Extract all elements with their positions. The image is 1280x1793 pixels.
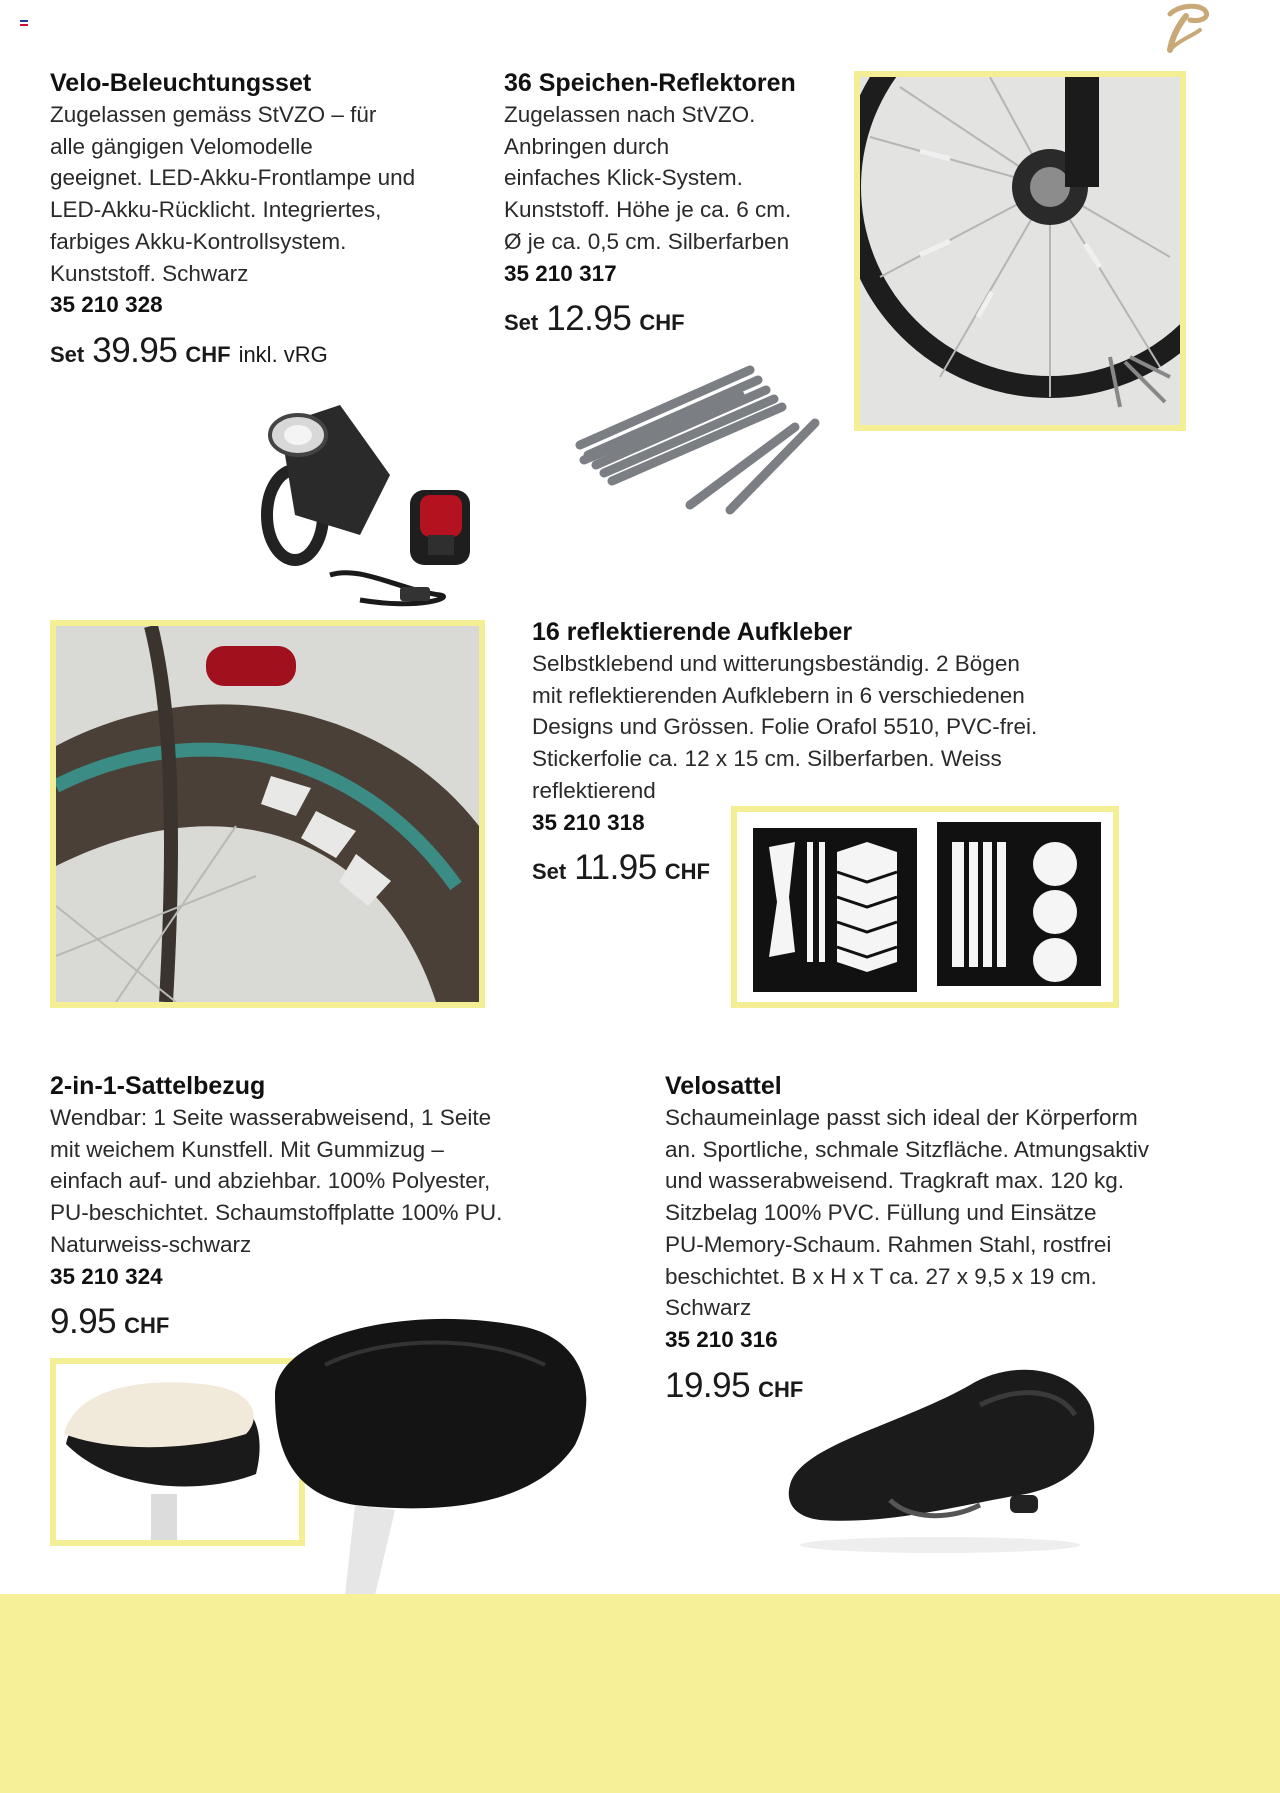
product-title: Velosattel [665,1072,782,1100]
product-saddle-cover [50,1070,550,1342]
product-sku: 35 210 317 [504,260,617,286]
sticker-sheets-photo [731,806,1119,1008]
product-description: Zugelassen nach StVZO. Anbringen durch einfaches Klick-System. Kunststoff. Höhe je ca. 6 cm. Ø je ca. 0,5 cm. Silberfarben [504,102,792,254]
price: 9.95 CHF [50,1302,170,1342]
sticker-sheets-image [737,812,1113,1002]
price: 19.95 CHF [665,1365,804,1405]
price: Set 11.95 CHF [532,848,710,888]
reflective-fender-photo [50,620,485,1008]
bike-light-set-image [240,395,490,635]
bike-saddle-image [780,1345,1100,1555]
language-flag-icon [20,20,28,26]
black-saddle-cover-image [265,1305,595,1595]
product-title: Velo-Beleuchtungsset [50,69,312,97]
bike-wheel-photo [860,77,1180,425]
spoke-reflectors-photo [854,71,1186,431]
product-sku: 35 210 316 [665,1326,778,1352]
product-title: 2-in-1-Sattelbezug [50,1072,266,1100]
product-spoke-reflectors [504,67,844,339]
product-title: 36 Speichen-Reflektoren [504,69,796,97]
product-description: Zugelassen gemäss StVZO – für alle gängigen Velomodelle geeignet. LED-Akku-Frontlampe und LED-Akku-Rücklicht. Integriertes, farbiges Akku-Kontrollsystem. Kunststoff. Schwarz [50,102,416,286]
product-description: Wendbar: 1 Seite wasserabweisend, 1 Seite mit weichem Kunstfell. Mit Gummizug – einfach auf- und abziehbar. 100% Polyester, PU-beschichtet. Schaumstoffplatte 100% PU. Naturweiss-schwarz [50,1105,503,1257]
product-sku: 35 210 318 [532,809,645,835]
product-title: 16 reflektierende Aufkleber [532,618,853,646]
product-lights [50,67,470,371]
brand-logo-icon [1150,0,1220,58]
price: Set 12.95 CHF [504,299,685,339]
spoke-reflectors-image [560,355,830,525]
rear-fender-photo [56,626,479,1002]
product-sku: 35 210 324 [50,1263,163,1289]
price: Set 39.95 CHF inkl. vRG [50,330,328,370]
footer-band [0,1594,1280,1793]
fleece-saddle-cover-image [56,1364,299,1540]
product-sku: 35 210 328 [50,292,163,318]
product-description: Schaumeinlage passt sich ideal der Körperform an. Sportliche, schmale Sitzfläche. Atmungsaktiv und wasserabweisend. Tragkraft max. 120 kg. Sitzbelag 100% PVC. Füllung und Einsätze PU-Memory-Schaum. Rahmen Stahl, rostfrei beschichtet. B x H x T ca. 27 x 9,5 x 19 cm. Schwarz [665,1105,1149,1321]
product-description: Selbstklebend und witterungsbeständig. 2 Bögen mit reflektierenden Aufklebern in 6 verschiedenen Designs und Grössen. Folie Orafol 5510, PVC-frei. Stickerfolie ca. 12 x 15 cm. Silberfarben. Weiss reflektierend [532,651,1038,803]
